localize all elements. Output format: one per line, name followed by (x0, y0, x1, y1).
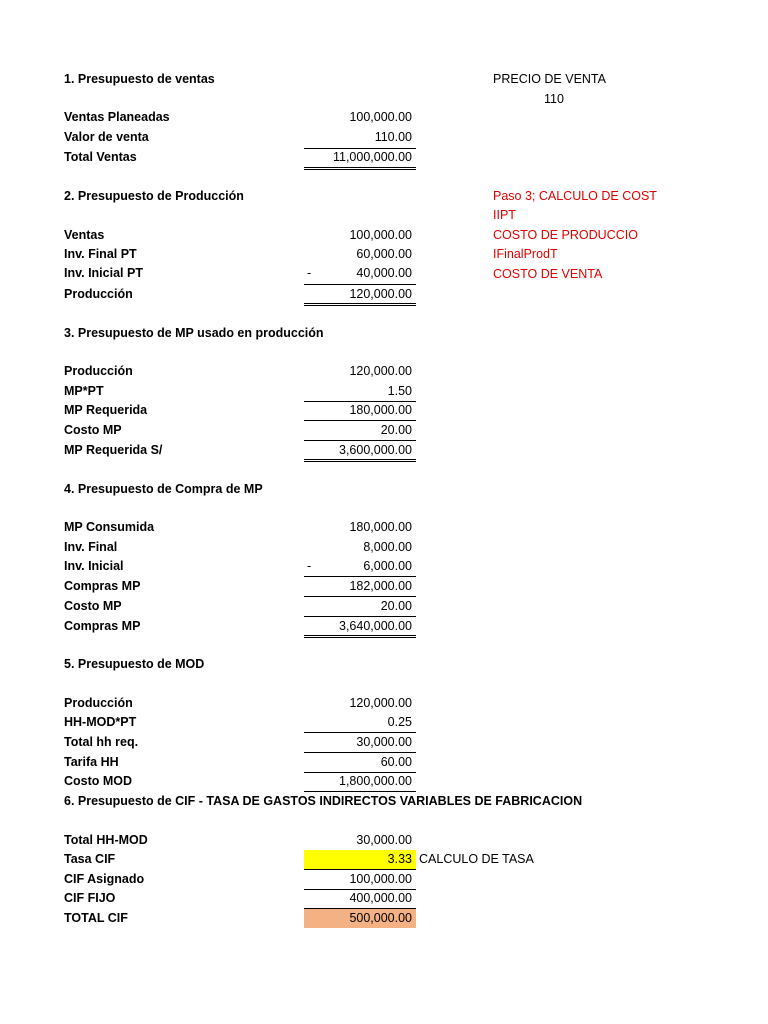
row-value-total: 3,600,000.00 (339, 443, 412, 457)
row-value: 30,000.00 (356, 833, 412, 847)
section-6-title: 6. Presupuesto de CIF - TASA DE GASTOS INDIRECTOS VARIABLES DE FABRICACION (64, 794, 583, 808)
section-3-title: 3. Presupuesto de MP usado en producción (64, 326, 324, 340)
row-value: 60,000.00 (356, 247, 412, 261)
row-value: 100,000.00 (349, 228, 412, 242)
row-value-total: 11,000,000.00 (332, 150, 412, 164)
row-value: 180,000.00 (349, 403, 412, 417)
section-5-title: 5. Presupuesto de MOD (64, 657, 205, 671)
note-step3: Paso 3; CALCULO DE COST (493, 189, 657, 203)
section-4-title: 4. Presupuesto de Compra de MP (64, 482, 263, 496)
minus-sign: - (307, 559, 312, 573)
row-value: 6,000.00 (363, 559, 412, 573)
row-value-total: 3,640,000.00 (339, 619, 412, 633)
row-label: MP Requerida (64, 403, 148, 417)
row-value-highlight: 3.33 (387, 852, 412, 866)
section-2-title: 2. Presupuesto de Producción (64, 189, 244, 203)
price-title: PRECIO DE VENTA (493, 72, 606, 86)
row-value-total: 120,000.00 (349, 287, 412, 301)
row-value: 1.50 (387, 384, 412, 398)
note-costo-produccion: COSTO DE PRODUCCIO (493, 228, 638, 242)
row-label: Producción (64, 696, 133, 710)
row-value: 30,000.00 (356, 735, 412, 749)
note-costo-venta: COSTO DE VENTA (493, 267, 603, 281)
row-value: 120,000.00 (349, 364, 412, 378)
row-label: Compras MP (64, 619, 141, 633)
row-label: Total HH-MOD (64, 833, 148, 847)
row-value: 20.00 (380, 423, 412, 437)
note-iipt: IIPT (493, 208, 516, 222)
row-value: 100,000.00 (349, 872, 412, 886)
row-value: 180,000.00 (349, 520, 412, 534)
row-value: 100,000.00 (349, 110, 412, 124)
row-value: 8,000.00 (363, 540, 412, 554)
row-label: MP Consumida (64, 520, 155, 534)
row-label: CIF FIJO (64, 891, 116, 905)
row-value: 40,000.00 (356, 266, 412, 280)
row-label: CIF Asignado (64, 872, 145, 886)
row-value-total: 500,000.00 (349, 911, 412, 925)
row-value: 60.00 (380, 755, 412, 769)
row-value: 0.25 (387, 715, 412, 729)
calc-note: CALCULO DE TASA (419, 852, 534, 866)
double-underline (304, 167, 416, 170)
row-label: Inv. Inicial (64, 559, 124, 573)
row-label: Costo MP (64, 423, 122, 437)
row-label: Costo MP (64, 599, 122, 613)
row-label: MP*PT (64, 384, 104, 398)
double-underline (304, 303, 416, 306)
row-value: 120,000.00 (349, 696, 412, 710)
section-1-title: 1. Presupuesto de ventas (64, 72, 215, 86)
row-label: Inv. Inicial PT (64, 266, 143, 280)
row-label: Inv. Final (64, 540, 118, 554)
minus-sign: - (307, 266, 312, 280)
row-label: Inv. Final PT (64, 247, 137, 261)
row-label: Producción (64, 287, 133, 301)
row-label: Costo MOD (64, 774, 133, 788)
row-label: Total Ventas (64, 150, 137, 164)
row-label: Compras MP (64, 579, 141, 593)
row-label: Tasa CIF (64, 852, 116, 866)
row-label: Ventas Planeadas (64, 110, 170, 124)
row-label: HH-MOD*PT (64, 715, 137, 729)
row-value: 400,000.00 (349, 891, 412, 905)
row-value-total: 1,800,000.00 (339, 774, 412, 788)
row-value: 110.00 (374, 130, 412, 144)
double-underline (304, 635, 416, 638)
row-label: Total hh req. (64, 735, 139, 749)
row-label: Tarifa HH (64, 755, 119, 769)
row-label: Ventas (64, 228, 105, 242)
row-label: Valor de venta (64, 130, 149, 144)
double-underline (304, 459, 416, 462)
row-value: 20.00 (380, 599, 412, 613)
row-label: TOTAL CIF (64, 911, 128, 925)
row-value: 182,000.00 (349, 579, 412, 593)
price-value: 110 (544, 92, 564, 106)
note-ifinal: IFinalProdT (493, 247, 558, 261)
row-label: Producción (64, 364, 133, 378)
row-label: MP Requerida S/ (64, 443, 163, 457)
